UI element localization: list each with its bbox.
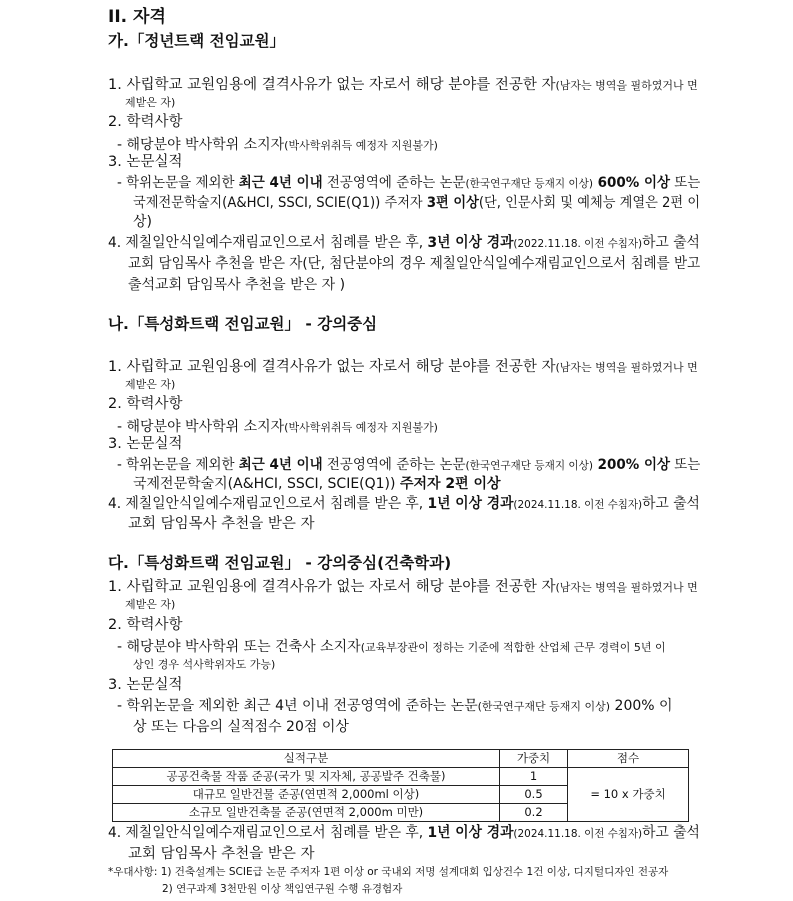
section-c-item1-line1: 1. 사립학교 교원임용에 결격사유가 없는 자로서 해당 분야를 전공한 자(남자는 병역을 필하였거나 면 (108, 579, 698, 595)
table-cell-weight: 1 (500, 768, 568, 786)
table-cell-score-formula: = 10 x 가중치 (568, 768, 689, 822)
section-a-item4-line3: 출석교회 담임목사 추천을 받은 자 ) (128, 277, 346, 293)
section-b-item3-line2: 국제전문학술지(A&HCI, SSCI, SCIE(Q1)) 주저자 2편 이상 (133, 476, 501, 492)
section-a-item4-line1: 4. 제칠일안식일예수재림교인으로서 침례를 받은 후, 3년 이상 경과(2022.11.18. 이전 수침자)하고 출석 (108, 235, 700, 251)
table-cell-weight: 0.2 (500, 804, 568, 822)
section-b-item1-line1: 1. 사립학교 교원임용에 결격사유가 없는 자로서 해당 분야를 전공한 자(남자는 병역을 필하였거나 면 (108, 359, 698, 375)
section-b-item3-line1: - 학위논문을 제외한 최근 4년 이내 전공영역에 준하는 논문(한국연구재단 등재지 이상) 200% 이상 또는 (117, 457, 701, 473)
section-b-item4-line1: 4. 제칠일안식일예수재림교인으로서 침례를 받은 후, 1년 이상 경과(2024.11.18. 이전 수침자)하고 출석 (108, 496, 700, 512)
section-a-item2-detail: - 해당분야 박사학위 소지자(박사학위취득 예정자 지원불가) (117, 137, 438, 153)
table-header-row (113, 750, 689, 768)
section-c-heading: 다.「특성화트랙 전임교원」 - 강의중심(건축학과) (108, 554, 452, 572)
section-a-heading: 가.「정년트랙 전임교원」 (108, 32, 286, 50)
section-a-item3-line2: 국제전문학술지(A&HCI, SSCI, SCIE(Q1)) 주저자 3편 이상(단, 인문사회 및 예체능 계열은 2편 이 (133, 195, 701, 211)
table-row (113, 768, 689, 786)
section-b-item1-line2: 제받은 자) (125, 378, 176, 391)
section-a-item3-line3: 상) (133, 214, 152, 230)
table-header-cell: 가중치 (500, 750, 568, 768)
section-c-item2-line1: - 해당분야 박사학위 또는 건축사 소지자(교육부장관이 정하는 기준에 적합한 산업체 근무 경력이 5년 이 (117, 639, 666, 655)
section-c-item4-line2: 교회 담임목사 추천을 받은 자 (128, 846, 315, 862)
section-b-heading: 나.「특성화트랙 전임교원」 - 강의중심 (108, 315, 378, 333)
section-c-item4-line1: 4. 제칠일안식일예수재림교인으로서 침례를 받은 후, 1년 이상 경과(2024.11.18. 이전 수침자)하고 출석 (108, 825, 700, 841)
table-header-cell: 점수 (568, 750, 689, 768)
section-c-item3-line1: - 학위논문을 제외한 최근 4년 이내 전공영역에 준하는 논문(한국연구재단 등재지 이상) 200% 이 (117, 698, 673, 714)
footnote-line1: *우대사항: 1) 건축설계는 SCIE급 논문 주저자 1편 이상 or 국내외 저명 설계대회 입상건수 1건 이상, 디지털디자인 전공자 (108, 866, 669, 878)
table-cell-weight: 0.5 (500, 786, 568, 804)
section-title: II. 자격 (108, 7, 166, 27)
section-c-item3-label: 3. 논문실적 (108, 677, 183, 693)
table-cell-category: 대규모 일반건물 준공(연면적 2,000ml 이상) (113, 786, 500, 804)
section-a-item3-label: 3. 논문실적 (108, 154, 183, 170)
table-cell-category: 공공건축물 작품 준공(국가 및 지자체, 공공발주 건축물) (113, 768, 500, 786)
table-header-cell: 실적구분 (113, 750, 500, 768)
section-a-item4-line2: 교회 담임목사 추천을 받은 자(단, 첨단분야의 경우 제칠일안식일예수재림교인으로서 침례를 받고 (128, 256, 701, 272)
section-a-item1-line2: 제받은 자) (125, 96, 176, 109)
score-table (112, 749, 689, 822)
section-b-item3-label: 3. 논문실적 (108, 436, 183, 452)
section-c-item2-line2: 상인 경우 석사학위자도 가능) (133, 658, 276, 671)
section-c-item3-line2: 상 또는 다음의 실적점수 20점 이상 (133, 719, 349, 735)
section-c-item2-label: 2. 학력사항 (108, 617, 183, 633)
section-a-item1-line1: 1. 사립학교 교원임용에 결격사유가 없는 자로서 해당 분야를 전공한 자(남자는 병역을 필하였거나 면 (108, 77, 698, 93)
section-b-item4-line2: 교회 담임목사 추천을 받은 자 (128, 516, 315, 532)
section-b-item2-label: 2. 학력사항 (108, 396, 183, 412)
section-a-item2-label: 2. 학력사항 (108, 114, 183, 130)
footnote-line2: 2) 연구과제 3천만원 이상 책임연구원 수행 유경험자 (162, 883, 403, 895)
section-a-item3-line1: - 학위논문을 제외한 최근 4년 이내 전공영역에 준하는 논문(한국연구재단 등재지 이상) 600% 이상 또는 (117, 175, 701, 191)
section-c-item1-line2: 제받은 자) (125, 598, 176, 611)
table-cell-category: 소규모 일반건축물 준공(연면적 2,000m 미만) (113, 804, 500, 822)
section-b-item2-detail: - 해당분야 박사학위 소지자(박사학위취득 예정자 지원불가) (117, 419, 438, 435)
